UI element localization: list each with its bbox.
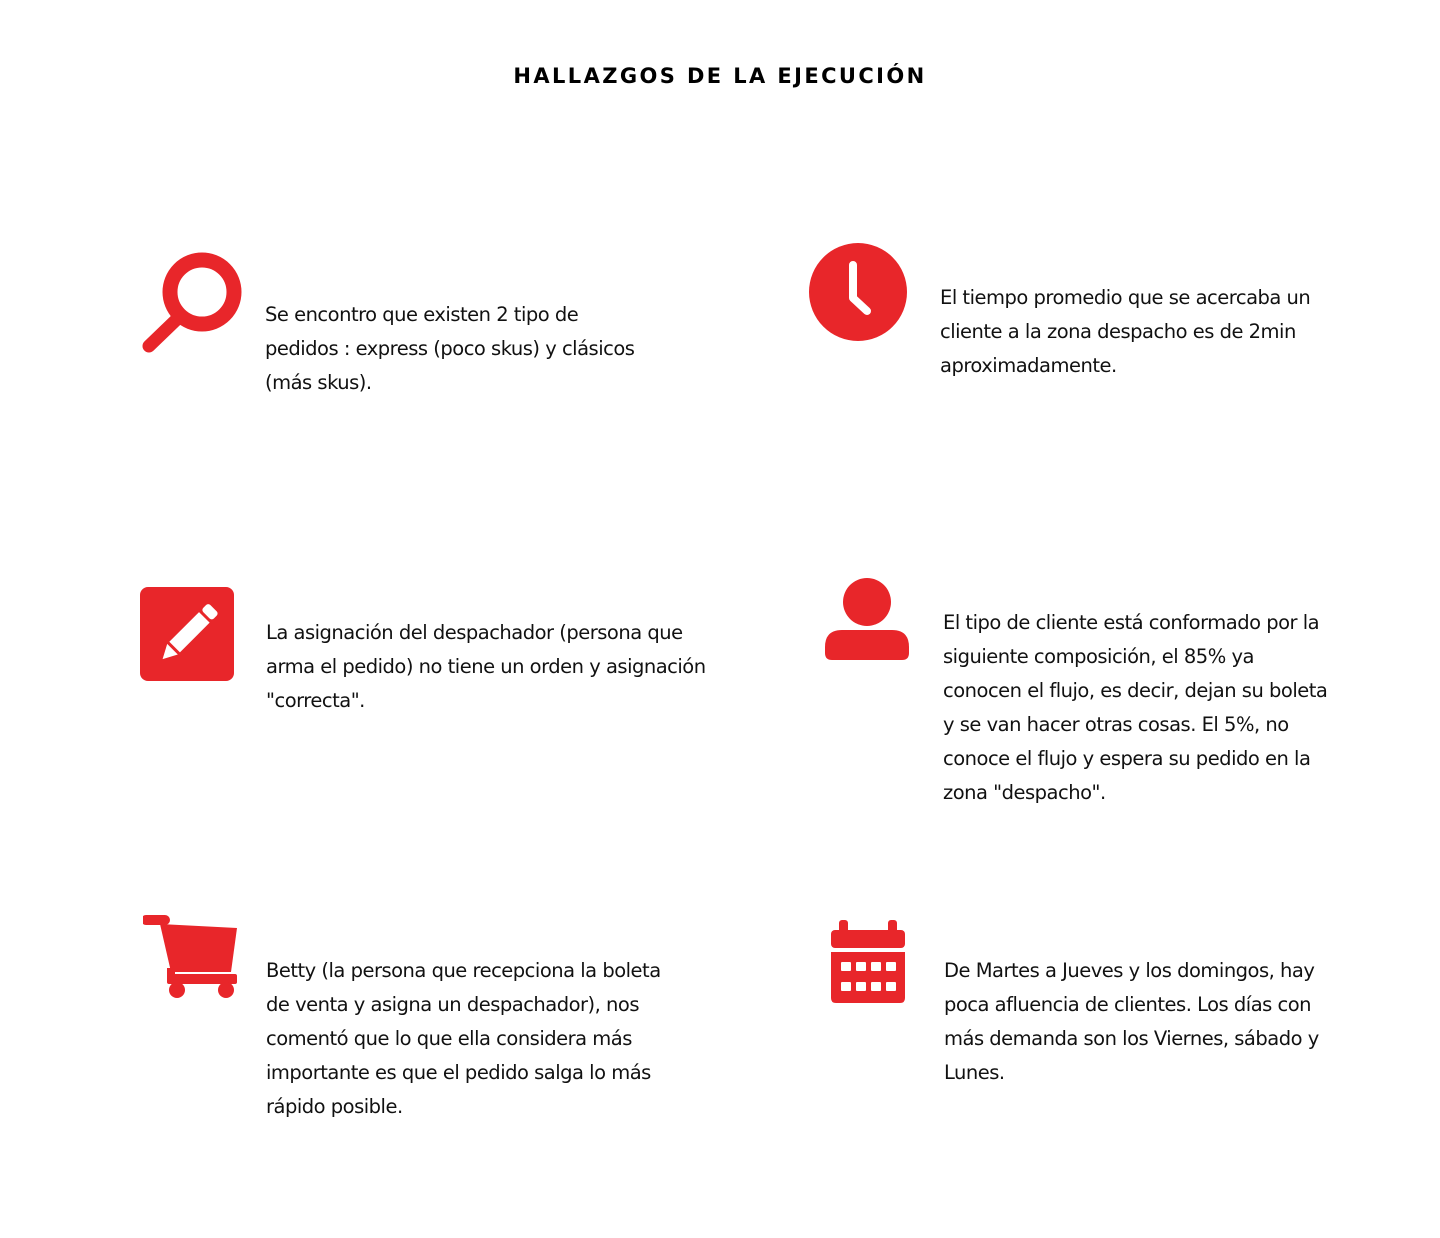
edit-icon: [140, 587, 234, 681]
cart-icon: [143, 912, 239, 998]
clock-icon: [809, 243, 907, 341]
finding-text-tipo-cliente: El tipo de cliente está conformado por la siguiente composición, el 85% ya conocen el flujo, es decir, dejan su boleta y se van hacer otras cosas. El 5%, no conoce el flujo y espera su pedido en la zona "despacho".: [943, 611, 1328, 804]
finding-text-afluencia: De Martes a Jueves y los domingos, hay poca afluencia de clientes. Los días con más demanda son los Viernes, sábado y Lunes.: [944, 959, 1319, 1084]
finding-text-betty: Betty (la persona que recepciona la boleta de venta y asigna un despachador), nos comentó que lo que ella considera más importante es que el pedido salga lo más rápido posible.: [266, 959, 661, 1118]
calendar-icon: [831, 920, 905, 1004]
user-icon: [825, 577, 909, 661]
finding-text-tiempo: El tiempo promedio que se acercaba un cliente a la zona despacho es de 2min aproximadamente.: [940, 286, 1311, 377]
search-icon: [140, 252, 244, 356]
page-title: HALLAZGOS DE LA EJECUCIÓN: [513, 64, 927, 88]
finding-text-asignacion: La asignación del despachador (persona que arma el pedido) no tiene un orden y asignación "correcta".: [266, 621, 706, 712]
finding-text-pedidos: Se encontro que existen 2 tipo de pedidos : express (poco skus) y clásicos (más skus).: [265, 303, 635, 394]
